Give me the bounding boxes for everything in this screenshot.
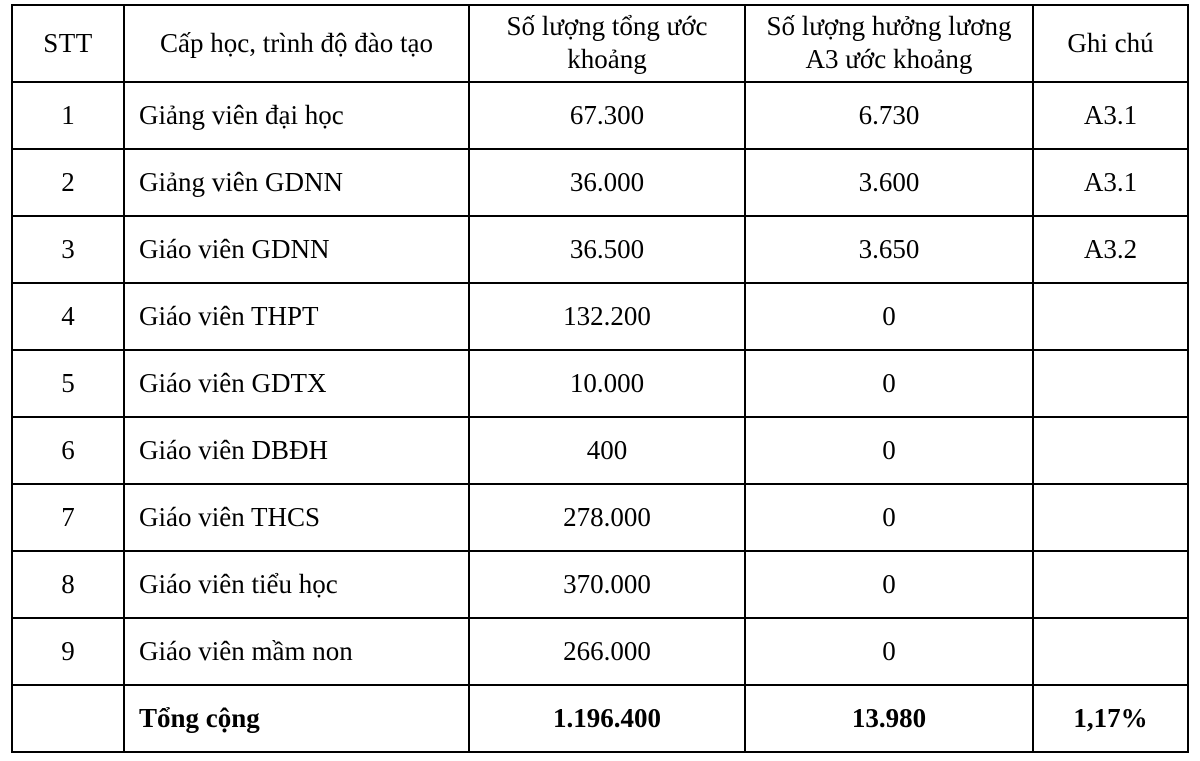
cell-level: Giáo viên THCS — [124, 484, 469, 551]
teacher-salary-table — [11, 4, 1189, 753]
cell-a3: 6.730 — [745, 82, 1033, 149]
cell-stt: 6 — [12, 417, 124, 484]
cell-total: 370.000 — [469, 551, 745, 618]
cell-level: Giảng viên GDNN — [124, 149, 469, 216]
column-header-a3: Số lượng hưởng lương A3 ước khoảng — [745, 5, 1033, 82]
column-header-stt: STT — [12, 5, 124, 82]
cell-level: Giáo viên GDTX — [124, 350, 469, 417]
cell-a3: 0 — [745, 551, 1033, 618]
cell-stt: 9 — [12, 618, 124, 685]
cell-total-label: Tổng cộng — [124, 685, 469, 752]
cell-total: 67.300 — [469, 82, 745, 149]
cell-total: 36.000 — [469, 149, 745, 216]
cell-level: Giáo viên THPT — [124, 283, 469, 350]
cell-level: Giáo viên mầm non — [124, 618, 469, 685]
table-row — [12, 82, 1188, 149]
cell-stt — [12, 685, 124, 752]
table-header-row — [12, 5, 1188, 82]
cell-note — [1033, 484, 1188, 551]
cell-a3: 0 — [745, 618, 1033, 685]
cell-note — [1033, 551, 1188, 618]
cell-note: A3.1 — [1033, 149, 1188, 216]
table-total-row — [12, 685, 1188, 752]
table-row — [12, 618, 1188, 685]
cell-note — [1033, 350, 1188, 417]
cell-stt: 1 — [12, 82, 124, 149]
cell-stt: 8 — [12, 551, 124, 618]
cell-note: A3.1 — [1033, 82, 1188, 149]
table-body — [12, 82, 1188, 752]
cell-note — [1033, 283, 1188, 350]
cell-a3: 0 — [745, 417, 1033, 484]
cell-a3: 0 — [745, 484, 1033, 551]
cell-level: Giáo viên tiểu học — [124, 551, 469, 618]
table-row — [12, 283, 1188, 350]
cell-total: 278.000 — [469, 484, 745, 551]
cell-stt: 5 — [12, 350, 124, 417]
column-header-note: Ghi chú — [1033, 5, 1188, 82]
cell-total: 266.000 — [469, 618, 745, 685]
cell-total-sum: 1.196.400 — [469, 685, 745, 752]
cell-level: Giáo viên DBĐH — [124, 417, 469, 484]
table-row — [12, 149, 1188, 216]
cell-note: A3.2 — [1033, 216, 1188, 283]
table-row — [12, 216, 1188, 283]
cell-total: 10.000 — [469, 350, 745, 417]
table-row — [12, 551, 1188, 618]
cell-stt: 4 — [12, 283, 124, 350]
cell-a3: 0 — [745, 350, 1033, 417]
cell-stt: 7 — [12, 484, 124, 551]
cell-a3: 3.600 — [745, 149, 1033, 216]
column-header-level: Cấp học, trình độ đào tạo — [124, 5, 469, 82]
cell-total: 36.500 — [469, 216, 745, 283]
cell-level: Giảng viên đại học — [124, 82, 469, 149]
cell-note — [1033, 618, 1188, 685]
cell-level: Giáo viên GDNN — [124, 216, 469, 283]
cell-stt: 3 — [12, 216, 124, 283]
cell-a3: 0 — [745, 283, 1033, 350]
table-row — [12, 484, 1188, 551]
table-row — [12, 350, 1188, 417]
cell-total: 400 — [469, 417, 745, 484]
cell-note — [1033, 417, 1188, 484]
cell-note-percent: 1,17% — [1033, 685, 1188, 752]
cell-a3-sum: 13.980 — [745, 685, 1033, 752]
table-row — [12, 417, 1188, 484]
cell-stt: 2 — [12, 149, 124, 216]
column-header-total: Số lượng tổng ước khoảng — [469, 5, 745, 82]
cell-a3: 3.650 — [745, 216, 1033, 283]
cell-total: 132.200 — [469, 283, 745, 350]
table-header — [12, 5, 1188, 82]
